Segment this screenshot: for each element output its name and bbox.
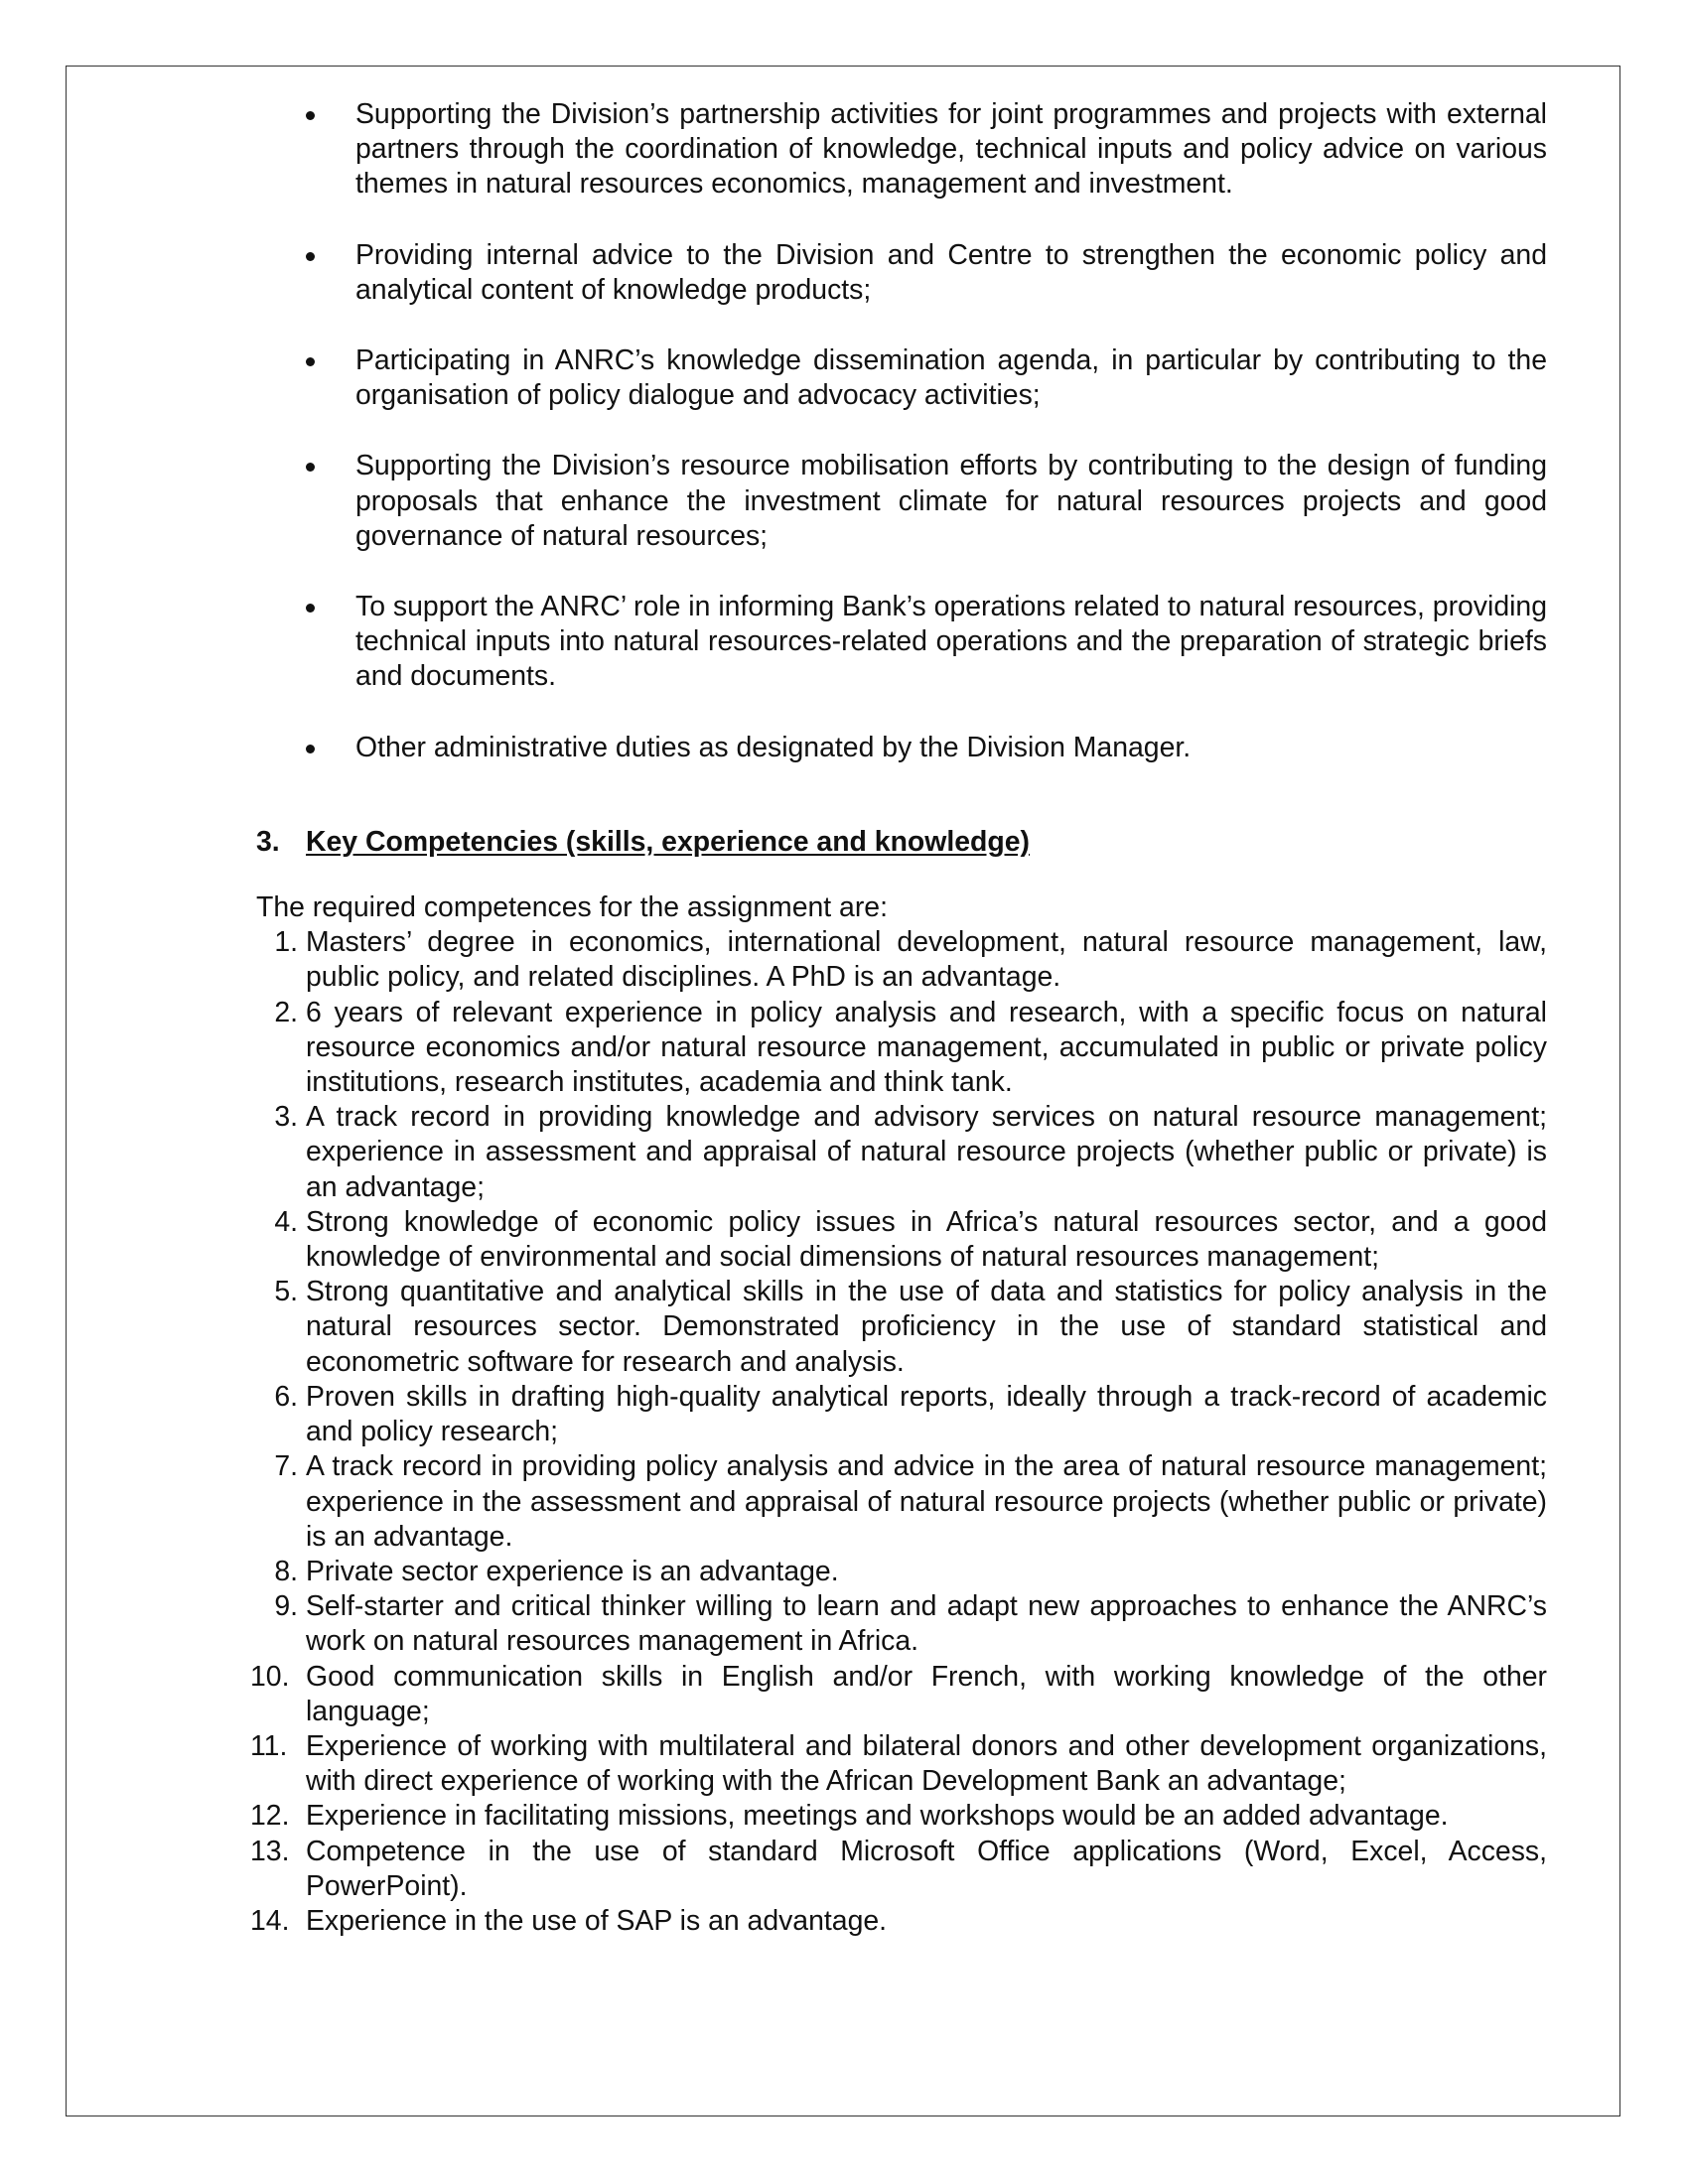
item-number: 1.: [274, 926, 298, 959]
list-item: [250, 1835, 1547, 1904]
item-number: 13.: [250, 1835, 290, 1867]
list-item: [256, 97, 1547, 203]
item-number: 9.: [274, 1590, 298, 1623]
item-number: 12.: [250, 1800, 290, 1833]
item-text: Private sector experience is an advantage.: [306, 1555, 839, 1587]
list-item: [250, 1660, 1547, 1729]
document-body: [250, 97, 1547, 1939]
bullet-icon: [306, 252, 315, 261]
list-item: [256, 1589, 1547, 1659]
list-item: [256, 1555, 1547, 1589]
list-item: [256, 238, 1547, 308]
item-text: Experience in facilitating missions, meetings and workshops would be an added advantage.: [306, 1800, 1449, 1833]
item-text: Good communication skills in English and/or French, with working knowledge of the other language;: [306, 1660, 1547, 1727]
item-text: Experience of working with multilateral and bilateral donors and other development organizations, with direct experience of working with the African Development Bank an advantage;: [306, 1729, 1547, 1798]
list-item: [256, 1205, 1547, 1275]
item-number: 7.: [274, 1450, 298, 1483]
item-text: Strong knowledge of economic policy issues in Africa’s natural resources sector, and a good knowledge of environmental and social dimensions of natural resources management;: [306, 1205, 1547, 1274]
list-item: [256, 731, 1547, 765]
bullet-icon: [306, 111, 315, 120]
bullet-text: Participating in ANRC’s knowledge dissemination agenda, in particular by contributing to the organisation of policy dialogue and advocacy activities;: [355, 344, 1547, 412]
item-text: 6 years of relevant experience in policy analysis and research, with a specific focus on natural resource economics and/or natural resource management, accumulated in public or private policy institutions, research institutes, academia and think tank.: [306, 996, 1547, 1099]
item-number: 14.: [250, 1904, 290, 1937]
list-item: [250, 1904, 1547, 1939]
bullet-text: Providing internal advice to the Division and Centre to strengthen the economic policy and analytical content of knowledge products;: [355, 238, 1547, 306]
section-heading: [256, 825, 1547, 860]
list-item: [250, 1729, 1547, 1799]
item-number: 11.: [250, 1729, 288, 1762]
duties-bullet-list: [256, 97, 1547, 765]
item-number: 10.: [250, 1660, 290, 1693]
list-item: [256, 1100, 1547, 1205]
item-text: Self-starter and critical thinker willing to learn and adapt new approaches to enhance the ANRC’s work on natural resources management in Africa.: [306, 1590, 1547, 1658]
section-title: Key Competencies (skills, experience and knowledge): [306, 825, 1030, 858]
item-text: Masters’ degree in economics, international development, natural resource management, law, public policy, and related disciplines. A PhD is an advantage.: [306, 926, 1547, 994]
list-item: [256, 1275, 1547, 1380]
item-text: Proven skills in drafting high-quality analytical reports, ideally through a track-record of academic and policy research;: [306, 1380, 1547, 1448]
item-number: 2.: [274, 996, 298, 1028]
competencies-list: [250, 925, 1547, 1939]
item-number: 6.: [274, 1380, 298, 1413]
list-item: [250, 1799, 1547, 1834]
bullet-icon: [306, 463, 315, 472]
bullet-icon: [306, 357, 315, 366]
item-text: A track record in providing policy analysis and advice in the area of natural resource management; experience in the assessment and appraisal of natural resource projects (whether public or private) is an advantage.: [306, 1450, 1547, 1553]
list-item: [256, 343, 1547, 413]
bullet-text: Supporting the Division’s partnership activities for joint programmes and projects with external partners through the coordination of knowledge, technical inputs and policy advice on various themes in natural resources economics, management and investment.: [355, 98, 1547, 201]
item-text: Strong quantitative and analytical skills in the use of data and statistics for policy analysis in the natural resources sector. Demonstrated proficiency in the use of standard statistical and econometric software for research and analysis.: [306, 1276, 1547, 1378]
item-number: 8.: [274, 1555, 298, 1587]
bullet-icon: [306, 604, 315, 613]
bullet-text: Supporting the Division’s resource mobilisation efforts by contributing to the design of funding proposals that enhance the investment climate for natural resources projects and good governance of natural resources;: [355, 450, 1547, 552]
list-item: [256, 1449, 1547, 1555]
section-number: 3.: [256, 825, 280, 858]
bullet-icon: [306, 745, 315, 753]
item-number: 5.: [274, 1276, 298, 1308]
item-number: 4.: [274, 1205, 298, 1238]
bullet-text: To support the ANRC’ role in informing Bank’s operations related to natural resources, providing technical inputs into natural resources-related operations and the preparation of strategic briefs and documents.: [355, 591, 1547, 693]
list-item: [256, 449, 1547, 554]
item-text: A track record in providing knowledge and advisory services on natural resource management; experience in assessment and appraisal of natural resource projects (whether public or private) is an advantage;: [306, 1101, 1547, 1203]
item-text: Competence in the use of standard Microsoft Office applications (Word, Excel, Access, PowerPoint).: [306, 1835, 1547, 1902]
intro-text: The required competences for the assignment are:: [256, 891, 888, 924]
list-item: [256, 1380, 1547, 1449]
item-number: 3.: [274, 1101, 298, 1134]
item-text: Experience in the use of SAP is an advantage.: [306, 1904, 888, 1937]
list-item: [256, 996, 1547, 1101]
list-item: [256, 590, 1547, 695]
list-item: [256, 925, 1547, 995]
bullet-text: Other administrative duties as designated by the Division Manager.: [355, 731, 1192, 763]
